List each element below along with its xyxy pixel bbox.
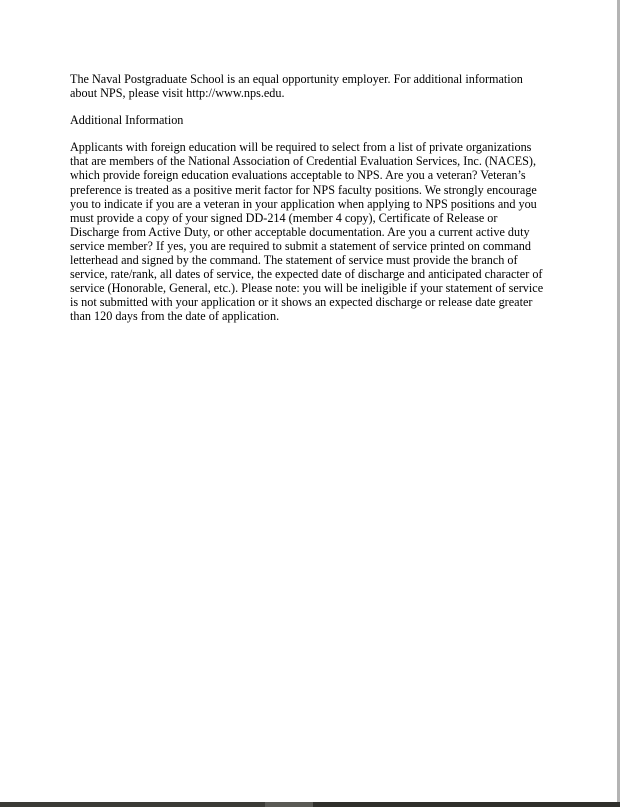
bottom-taskbar-strip	[0, 802, 620, 807]
body-line: you to indicate if you are a veteran in your application when applying to NPS positions and you	[70, 196, 537, 211]
body-line: service (Honorable, General, etc.). Please note: you will be ineligible if your statement of service	[70, 281, 544, 296]
eeo-paragraph	[70, 72, 550, 100]
additional-info-paragraph	[70, 140, 550, 323]
taskbar-segment	[313, 802, 620, 807]
eeo-line: about NPS, please visit http://www.nps.edu.	[70, 86, 285, 101]
taskbar-segment	[265, 802, 313, 807]
body-line: Discharge from Active Duty, or other acceptable documentation. Are you a current active duty	[70, 224, 530, 239]
body-line: service member? If yes, you are required to submit a statement of service printed on command	[70, 238, 531, 253]
additional-information-heading: Additional Information	[70, 113, 184, 128]
body-line: preference is treated as a positive merit factor for NPS faculty positions. We strongly encourage	[70, 182, 537, 197]
body-line: letterhead and signed by the command. The statement of service must provide the branch of	[70, 253, 518, 268]
document-body	[70, 72, 550, 324]
taskbar-segment	[0, 802, 265, 807]
body-line: Applicants with foreign education will be required to select from a list of private organizations	[70, 140, 532, 155]
body-line: service, rate/rank, all dates of service, the expected date of discharge and anticipated character of	[70, 267, 543, 282]
body-line: must provide a copy of your signed DD-214 (member 4 copy), Certificate of Release or	[70, 210, 498, 225]
body-line: which provide foreign education evaluations acceptable to NPS. Are you a veteran? Veteran’s	[70, 168, 526, 183]
section-heading	[70, 113, 550, 127]
body-line: than 120 days from the date of application.	[70, 309, 280, 324]
body-line: is not submitted with your application or it shows an expected discharge or release date greater	[70, 295, 533, 310]
body-line: that are members of the National Association of Credential Evaluation Services, Inc. (NACES),	[70, 154, 537, 169]
eeo-line: The Naval Postgraduate School is an equal opportunity employer. For additional information	[70, 72, 523, 86]
